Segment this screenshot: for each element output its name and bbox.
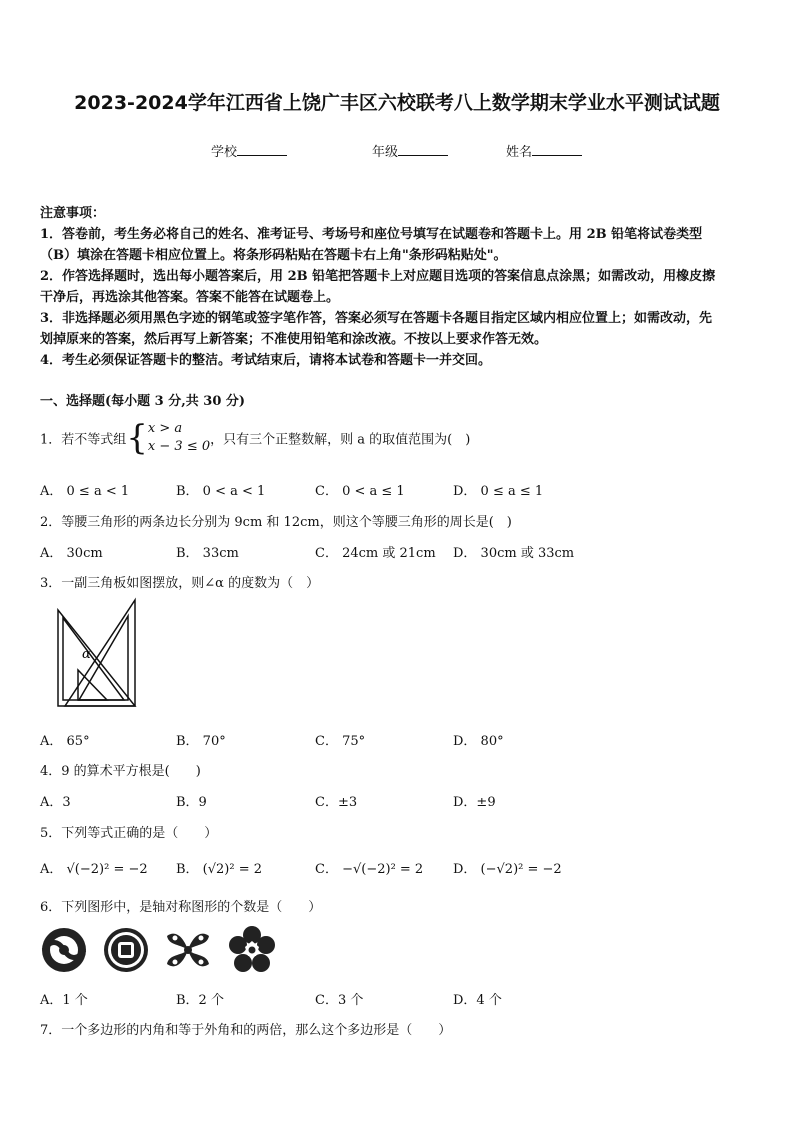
grade-field bbox=[372, 141, 448, 160]
q2-option-a: A． 30cm bbox=[40, 546, 103, 561]
notes-line: 4．考生必须保证答题卡的整洁。考试结束后，请将本试卷和答题卡一并交回。 bbox=[40, 353, 492, 368]
question-3: 3．一副三角板如图摆放，则∠α 的度数为（ ） bbox=[40, 576, 320, 591]
grade-label: 年级 bbox=[372, 145, 399, 160]
notes-block bbox=[40, 203, 760, 371]
q5-option-c: C． −√(−2)² = 2 bbox=[315, 862, 424, 877]
figure-2-coin-icon bbox=[102, 926, 150, 974]
q1-system bbox=[148, 420, 210, 456]
name-label: 姓名 bbox=[506, 145, 533, 160]
q5-option-b: B． (√2)² = 2 bbox=[176, 862, 263, 877]
notes-line: 干净后，再选涂其他答案。答案不能答在试题卷上。 bbox=[40, 290, 340, 305]
question-6: 6．下列图形中，是轴对称图形的个数是（ ） bbox=[40, 900, 322, 915]
q1-option-b: B． 0 < a < 1 bbox=[176, 484, 266, 499]
q6-option-d: D．4 个 bbox=[453, 993, 502, 1008]
grade-blank bbox=[398, 141, 448, 156]
q4-option-a: A．3 bbox=[40, 795, 71, 810]
q1-ineq-1: x > a bbox=[147, 421, 183, 436]
question-5: 5．下列等式正确的是（ ） bbox=[40, 826, 218, 841]
section-heading: 一、选择题(每小题 3 分,共 30 分) bbox=[40, 394, 246, 409]
figure-3-windmill-icon bbox=[163, 926, 213, 974]
q3-option-c: C． 75° bbox=[315, 734, 366, 749]
q4-option-b: B．9 bbox=[176, 795, 207, 810]
q3-option-b: B． 70° bbox=[176, 734, 226, 749]
q2-option-c: C． 24cm 或 21cm bbox=[315, 546, 436, 561]
school-label: 学校 bbox=[211, 145, 238, 160]
question-1 bbox=[40, 420, 470, 456]
q1-option-c: C． 0 < a ≤ 1 bbox=[315, 484, 405, 499]
question-7: 7．一个多边形的内角和等于外角和的两倍，那么这个多边形是（ ） bbox=[40, 1023, 452, 1038]
q1-option-d: D． 0 ≤ a ≤ 1 bbox=[453, 484, 544, 499]
school-blank bbox=[237, 141, 287, 156]
name-field bbox=[506, 141, 582, 160]
q1-prefix: 1．若不等式组 bbox=[40, 432, 127, 448]
q1-suffix: ，只有三个正整数解，则 a 的取值范围为( ) bbox=[210, 432, 471, 448]
q1-ineq-2: x − 3 ≤ 0 bbox=[147, 439, 211, 454]
q6-option-a: A．1 个 bbox=[40, 993, 88, 1008]
big-triangle-right bbox=[65, 600, 135, 706]
q6-option-c: C．3 个 bbox=[315, 993, 364, 1008]
q3-option-d: D． 80° bbox=[453, 734, 504, 749]
q5-option-d: D． (−√2)² = −2 bbox=[453, 862, 562, 877]
notes-line: 3．非选择题必须用黑色字迹的钢笔或签字笔作答，答案必须写在答题卡各题目指定区域内相应位置上；如需改动，先 bbox=[40, 311, 713, 326]
page-title: 2023-2024学年江西省上饶广丰区六校联考八上数学期末学业水平测试试题 bbox=[74, 92, 720, 114]
q1-option-a: A． 0 ≤ a < 1 bbox=[40, 484, 130, 499]
school-field bbox=[211, 141, 287, 160]
q4-option-c: C．±3 bbox=[315, 795, 358, 810]
alpha-label: α bbox=[82, 647, 91, 662]
figure-1-swirl-icon bbox=[40, 926, 88, 974]
notes-line: 划掉原来的答案，然后再写上新答案；不准使用铅笔和涂改液。不按以上要求作答无效。 bbox=[40, 332, 548, 347]
q4-option-d: D．±9 bbox=[453, 795, 496, 810]
q6-option-b: B．2 个 bbox=[176, 993, 224, 1008]
q3-option-a: A． 65° bbox=[40, 734, 90, 749]
figure-4-flower-icon bbox=[228, 926, 276, 974]
notes-heading: 注意事项： bbox=[40, 206, 106, 221]
notes-line: 1．答卷前，考生务必将自己的姓名、准考证号、考场号和座位号填写在试题卷和答题卡上。用 2B 铅笔将试卷类型 bbox=[40, 227, 703, 242]
name-blank bbox=[532, 141, 582, 156]
notes-line: （B）填涂在答题卡相应位置上。将条形码粘贴在答题卡右上角"条形码粘贴处"。 bbox=[40, 248, 507, 263]
q2-option-d: D． 30cm 或 33cm bbox=[453, 546, 575, 561]
question-4: 4．9 的算术平方根是( ) bbox=[40, 764, 201, 779]
q5-option-a: A． √(−2)² = −2 bbox=[40, 862, 148, 877]
notes-line: 2．作答选择题时，选出每小题答案后，用 2B 铅笔把答题卡上对应题目选项的答案信息点涂黑；如需改动，用橡皮擦 bbox=[40, 269, 716, 284]
q2-option-b: B． 33cm bbox=[176, 546, 239, 561]
q1-brace: { bbox=[126, 418, 148, 458]
set-square-figure bbox=[55, 598, 140, 710]
question-2: 2．等腰三角形的两条边长分别为 9cm 和 12cm，则这个等腰三角形的周长是( ) bbox=[40, 515, 512, 530]
